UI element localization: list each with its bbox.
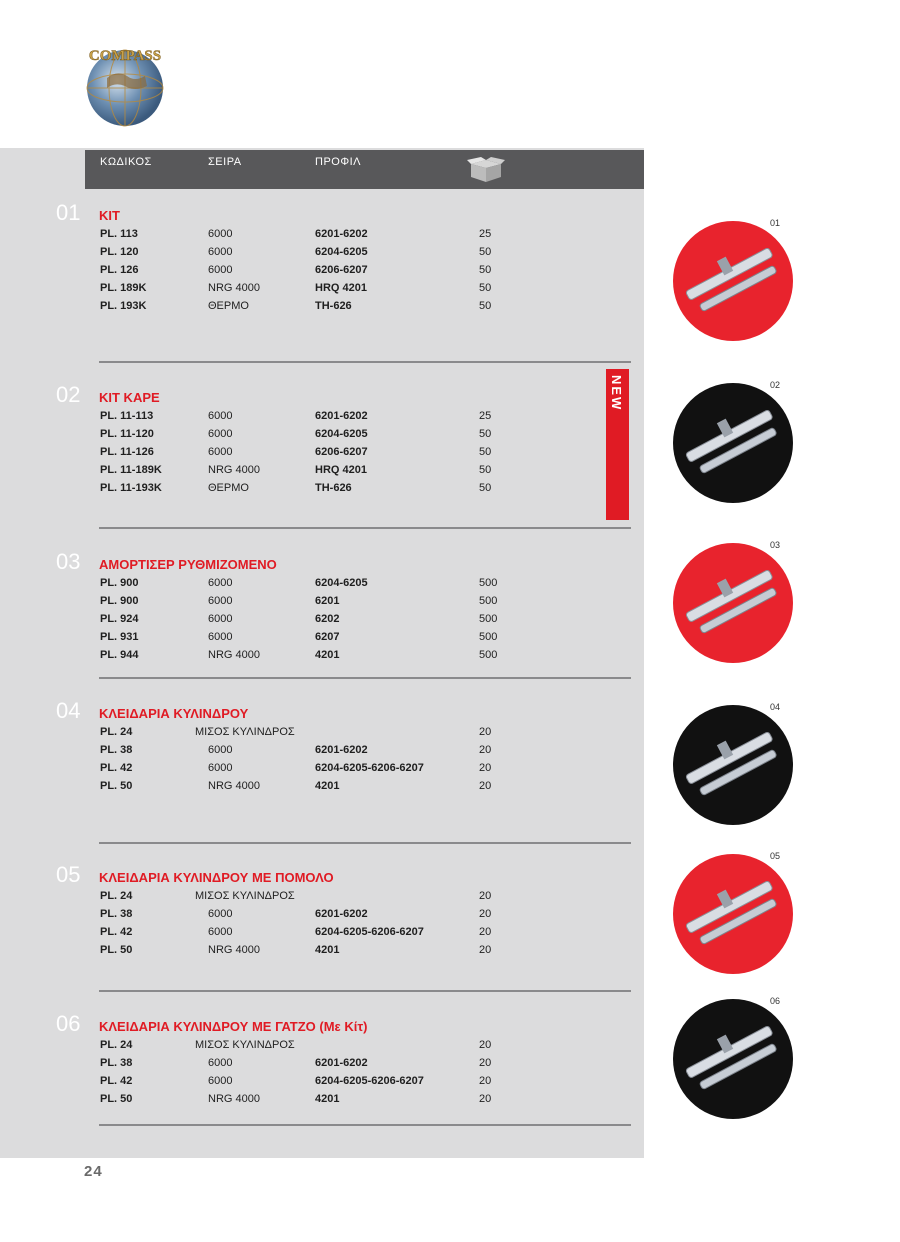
product-code: PL. 193K — [100, 300, 147, 312]
product-image — [672, 382, 794, 504]
logo-text: COMPASS — [88, 48, 162, 64]
product-profile: 6204-6205-6206-6207 — [315, 926, 424, 938]
product-qty: 20 — [479, 890, 492, 902]
table-row — [0, 464, 644, 482]
product-qty: 20 — [479, 908, 492, 920]
product-qty: 50 — [479, 264, 492, 276]
product-qty: 50 — [479, 482, 492, 494]
product-profile: 6201-6202 — [315, 1057, 368, 1069]
section-divider — [99, 527, 631, 529]
product-code: PL. 24 — [100, 726, 133, 738]
product-series: 6000 — [208, 264, 233, 276]
table-row — [0, 926, 644, 944]
product-profile: HRQ 4201 — [315, 464, 367, 476]
product-code: PL. 38 — [100, 908, 133, 920]
product-profile: 6204-6205 — [315, 428, 368, 440]
table-row — [0, 890, 644, 908]
table-row — [0, 908, 644, 926]
product-image-label: 03 — [770, 540, 781, 550]
product-image — [672, 853, 794, 975]
product-qty: 500 — [479, 631, 498, 643]
product-profile: 6202 — [315, 613, 340, 625]
table-row — [0, 428, 644, 446]
table-row — [0, 1075, 644, 1093]
product-code: PL. 120 — [100, 246, 139, 258]
table-header — [85, 150, 644, 189]
product-series: 6000 — [208, 926, 233, 938]
product-qty: 20 — [479, 726, 492, 738]
product-qty: 50 — [479, 446, 492, 458]
product-code: PL. 11-189K — [100, 464, 162, 476]
product-qty: 20 — [479, 1075, 492, 1087]
product-code: PL. 50 — [100, 1093, 133, 1105]
product-code: PL. 38 — [100, 744, 133, 756]
product-series: ΘΕΡΜΟ — [208, 300, 249, 312]
product-qty: 20 — [479, 1093, 492, 1105]
product-profile: 6206-6207 — [315, 446, 368, 458]
section-number: 06 — [56, 1011, 81, 1036]
product-code: PL. 11-126 — [100, 446, 154, 458]
page-number: 24 — [84, 1163, 103, 1180]
product-qty: 20 — [479, 762, 492, 774]
product-qty: 50 — [479, 246, 492, 258]
product-code: PL. 24 — [100, 890, 133, 902]
product-series: ΜΙΣΟΣ ΚΥΛΙΝΔΡΟΣ — [195, 1039, 295, 1051]
product-profile: 6201 — [315, 595, 340, 607]
section-title: ΑΜΟΡΤΙΣΕΡ ΡΥΘΜΙΖΟΜΕΝΟ — [99, 557, 277, 572]
section-title: ΚΛΕΙΔΑΡΙΑ ΚΥΛΙΝΔΡΟΥ ΜΕ ΠΟΜΟΛΟ — [99, 870, 334, 885]
section-divider — [99, 361, 631, 363]
product-code: PL. 42 — [100, 1075, 133, 1087]
product-code: PL. 944 — [100, 649, 139, 661]
product-profile: TH-626 — [315, 300, 352, 312]
table-row — [0, 246, 644, 264]
product-series: 6000 — [208, 631, 233, 643]
product-profile: 4201 — [315, 944, 340, 956]
table-row — [0, 1039, 644, 1057]
product-code: PL. 126 — [100, 264, 139, 276]
product-series: ΜΙΣΟΣ ΚΥΛΙΝΔΡΟΣ — [195, 890, 295, 902]
product-code: PL. 11-193K — [100, 482, 162, 494]
table-row — [0, 744, 644, 762]
product-profile: 4201 — [315, 1093, 340, 1105]
product-qty: 500 — [479, 613, 498, 625]
product-profile: 6201-6202 — [315, 228, 368, 240]
product-profile: 6204-6205-6206-6207 — [315, 1075, 424, 1087]
product-profile: 6204-6205 — [315, 246, 368, 258]
table-row — [0, 780, 644, 798]
product-profile: 6206-6207 — [315, 264, 368, 276]
product-code: PL. 50 — [100, 944, 133, 956]
product-image — [672, 998, 794, 1120]
table-row — [0, 762, 644, 780]
product-code: PL. 924 — [100, 613, 139, 625]
product-image-label: 01 — [770, 218, 781, 228]
section-number: 03 — [56, 549, 81, 574]
product-qty: 20 — [479, 744, 492, 756]
product-code: PL. 11-113 — [100, 410, 154, 422]
product-series: 6000 — [208, 428, 233, 440]
product-profile: 6201-6202 — [315, 410, 368, 422]
product-series: 6000 — [208, 613, 233, 625]
section-divider — [99, 677, 631, 679]
product-series: 6000 — [208, 577, 233, 589]
table-row — [0, 631, 644, 649]
product-qty: 20 — [479, 944, 492, 956]
table-row — [0, 649, 644, 667]
section-number: 02 — [56, 382, 81, 407]
product-code: PL. 931 — [100, 631, 139, 643]
product-qty: 25 — [479, 410, 492, 422]
header-series: ΣΕΙΡΑ — [208, 156, 242, 168]
table-row — [0, 595, 644, 613]
product-image — [672, 220, 794, 342]
product-image — [672, 704, 794, 826]
product-series: 6000 — [208, 446, 233, 458]
product-code: PL. 42 — [100, 762, 133, 774]
table-row — [0, 577, 644, 595]
section-title: ΚΙΤ — [99, 208, 120, 223]
product-profile: 4201 — [315, 780, 340, 792]
product-series: NRG 4000 — [208, 780, 260, 792]
table-row — [0, 1057, 644, 1075]
table-row — [0, 726, 644, 744]
product-qty: 25 — [479, 228, 492, 240]
product-qty: 500 — [479, 649, 498, 661]
product-series: 6000 — [208, 762, 233, 774]
product-series: 6000 — [208, 246, 233, 258]
product-qty: 500 — [479, 577, 498, 589]
product-qty: 500 — [479, 595, 498, 607]
product-qty: 50 — [479, 282, 492, 294]
section-divider — [99, 1124, 631, 1126]
product-qty: 20 — [479, 926, 492, 938]
compass-logo — [72, 38, 178, 128]
product-series: ΜΙΣΟΣ ΚΥΛΙΝΔΡΟΣ — [195, 726, 295, 738]
product-code: PL. 38 — [100, 1057, 133, 1069]
product-code: PL. 11-120 — [100, 428, 154, 440]
product-code: PL. 900 — [100, 595, 139, 607]
table-row — [0, 300, 644, 318]
product-series: 6000 — [208, 228, 233, 240]
product-series: NRG 4000 — [208, 1093, 260, 1105]
product-code: PL. 42 — [100, 926, 133, 938]
section-title: ΚΛΕΙΔΑΡΙΑ ΚΥΛΙΝΔΡΟΥ — [99, 706, 249, 721]
product-code: PL. 24 — [100, 1039, 133, 1051]
product-profile: 6204-6205-6206-6207 — [315, 762, 424, 774]
table-row — [0, 482, 644, 500]
product-profile: 6201-6202 — [315, 908, 368, 920]
table-row — [0, 1093, 644, 1111]
section-title: ΚΙΤ ΚΑΡΕ — [99, 390, 160, 405]
product-series: 6000 — [208, 744, 233, 756]
product-image — [672, 542, 794, 664]
product-profile: 6207 — [315, 631, 340, 643]
product-series: ΘΕΡΜΟ — [208, 482, 249, 494]
box-icon — [467, 156, 505, 184]
product-series: NRG 4000 — [208, 649, 260, 661]
new-badge-label: NEW — [609, 375, 624, 412]
product-series: 6000 — [208, 908, 233, 920]
product-series: 6000 — [208, 595, 233, 607]
table-row — [0, 282, 644, 300]
product-series: 6000 — [208, 1057, 233, 1069]
section-divider — [99, 990, 631, 992]
product-qty: 50 — [479, 464, 492, 476]
product-qty: 50 — [479, 428, 492, 440]
product-qty: 20 — [479, 1057, 492, 1069]
product-code: PL. 50 — [100, 780, 133, 792]
product-series: 6000 — [208, 1075, 233, 1087]
table-row — [0, 944, 644, 962]
product-series: 6000 — [208, 410, 233, 422]
product-image-label: 05 — [770, 851, 781, 861]
product-image-label: 06 — [770, 996, 781, 1006]
product-image-label: 02 — [770, 380, 781, 390]
table-row — [0, 613, 644, 631]
section-number: 01 — [56, 200, 81, 225]
section-number: 05 — [56, 862, 81, 887]
section-title: ΚΛΕΙΔΑΡΙΑ ΚΥΛΙΝΔΡΟΥ ΜΕ ΓΑΤΖΟ (Με Κίτ) — [99, 1019, 368, 1034]
product-qty: 20 — [479, 1039, 492, 1051]
header-profile: ΠΡΟΦΙΛ — [315, 156, 362, 168]
product-code: PL. 900 — [100, 577, 139, 589]
product-code: PL. 113 — [100, 228, 138, 240]
product-profile: HRQ 4201 — [315, 282, 367, 294]
product-profile: 6201-6202 — [315, 744, 368, 756]
product-series: NRG 4000 — [208, 944, 260, 956]
table-row — [0, 264, 644, 282]
product-profile: 6204-6205 — [315, 577, 368, 589]
product-qty: 50 — [479, 300, 492, 312]
product-profile: TH-626 — [315, 482, 352, 494]
table-row — [0, 228, 644, 246]
product-image-label: 04 — [770, 702, 781, 712]
table-row — [0, 446, 644, 464]
product-series: NRG 4000 — [208, 282, 260, 294]
product-code: PL. 189K — [100, 282, 147, 294]
table-row — [0, 410, 644, 428]
product-profile: 4201 — [315, 649, 340, 661]
header-code: ΚΩΔΙΚΟΣ — [100, 156, 152, 168]
product-qty: 20 — [479, 780, 492, 792]
product-series: NRG 4000 — [208, 464, 260, 476]
section-divider — [99, 842, 631, 844]
section-number: 04 — [56, 698, 81, 723]
